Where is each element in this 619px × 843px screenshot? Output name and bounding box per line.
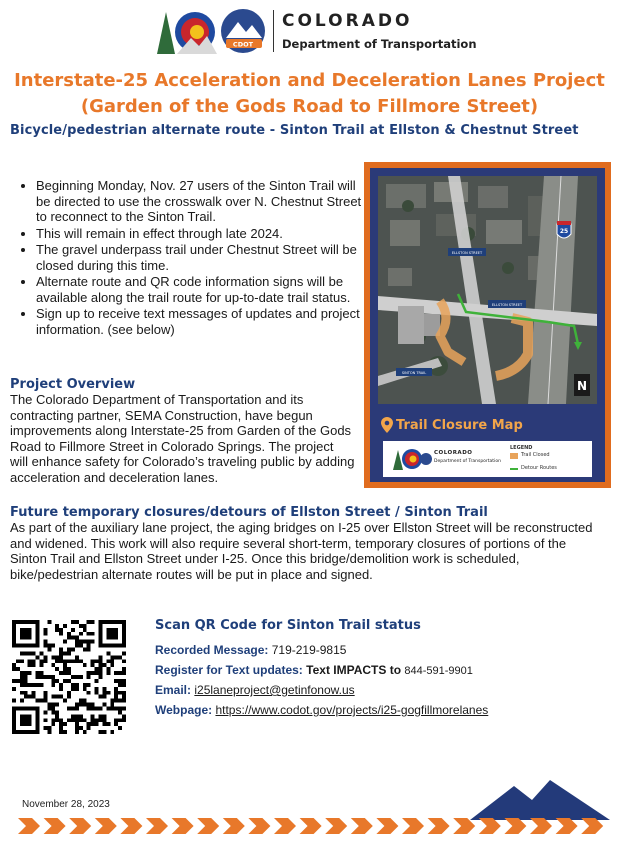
recorded-message-line (155, 643, 346, 657)
legend-dept: Department of Transportation (434, 459, 501, 464)
legend-title: LEGEND (510, 445, 533, 451)
email-line (155, 683, 355, 697)
webpage-label: Webpage: (155, 703, 213, 717)
webpage-line (155, 703, 488, 717)
bullet-item: • The gravel underpass trail under Chestnut Street will be closed during this time. (36, 242, 371, 273)
email-label: Email: (155, 683, 192, 697)
overview-title: Project Overview (10, 377, 136, 392)
bullet-item: • Alternate route and QR code information signs will be available along the trail route for up-to-date trail status. (36, 274, 371, 305)
legend-colorado-logo (392, 447, 432, 471)
future-closures-title: Future temporary closures/detours of Ellston Street / Sinton Trail (10, 505, 488, 520)
publish-date: November 28, 2023 (22, 799, 110, 810)
map-pin-icon (381, 417, 393, 433)
page-title-line2: (Garden of the Gods Road to Fillmore Street) (80, 96, 539, 117)
north-arrow-icon: N (576, 379, 588, 393)
bullet-item: • Sign up to receive text messages of updates and project information. (see below) (36, 306, 371, 337)
legend-closed-swatch (510, 453, 518, 459)
webpage-link[interactable]: https://www.codot.gov/projects/i25-gogfillmorelanes (215, 703, 489, 717)
legend-closed-label: Trail Closed (521, 452, 550, 458)
trail-closure-map-image (378, 176, 597, 404)
qr-scan-title: Scan QR Code for Sinton Trail status (155, 618, 421, 633)
bullet-item: • Beginning Monday, Nov. 27 users of the Sinton Trail will be directed to use the crosswalk over N. Chestnut Street to reconnect to the Sinton Trail. (36, 178, 371, 225)
cdot-logo-text: CDOT (232, 40, 254, 49)
email-link[interactable]: i25laneproject@getinfonow.us (194, 683, 355, 697)
recorded-message-label: Recorded Message: (155, 643, 269, 657)
header-org: COLORADO (282, 11, 413, 31)
text-updates-line (155, 663, 473, 677)
qr-code-icon[interactable] (12, 620, 126, 734)
bullet-item: • This will remain in effect through late 2024. (36, 226, 371, 242)
cdot-logo (220, 8, 266, 54)
legend-org: COLORADO (434, 450, 473, 456)
map-street-label: SINTON TRAIL (401, 371, 427, 375)
notice-bullets (18, 178, 371, 338)
interstate-shield-number: 25 (559, 228, 569, 235)
header-divider (273, 10, 274, 52)
text-updates-instruction: Text IMPACTS to (306, 663, 402, 677)
text-updates-label: Register for Text updates: (155, 663, 303, 677)
map-title: Trail Closure Map (396, 418, 523, 433)
legend-detour-label: Detour Routes (521, 465, 557, 471)
page-subtitle: Bicycle/pedestrian alternate route - Sinton Trail at Ellston & Chestnut Street (10, 123, 579, 138)
map-street-label: ELLSTON STREET (451, 251, 483, 255)
page-title-line1: Interstate-25 Acceleration and Deceleration Lanes Project (14, 70, 605, 91)
recorded-message-phone[interactable]: 719-219-9815 (271, 643, 347, 657)
footer-chevron-band (18, 818, 608, 834)
future-closures-body: As part of the auxiliary lane project, the aging bridges on I-25 over Ellston Street will be reconstructed and widened. This work will also require several short-term, temporary closures of portions of the Sinton Trail and Ellston Street under I-25. Once this bridge/demolition work is scheduled, bike/pedestrian alternate routes will be put in place and signed. (10, 520, 593, 582)
legend-detour-swatch (510, 468, 518, 470)
mountain-graphic (470, 778, 610, 820)
map-street-label: ELLSTON STREET (491, 303, 523, 307)
colorado-logo (155, 8, 217, 56)
text-updates-number[interactable]: 844-591-9901 (404, 665, 473, 677)
overview-body: The Colorado Department of Transportation and its contracting partner, SEMA Construction, have begun improvements along Interstate-25 from Garden of the Gods Road to Fillmore Street in Colorado Springs. The project will enhance safety for Colorado’s traveling public by adding acceleration and deceleration lanes. (10, 392, 355, 485)
header-dept: Department of Transportation (282, 37, 477, 51)
